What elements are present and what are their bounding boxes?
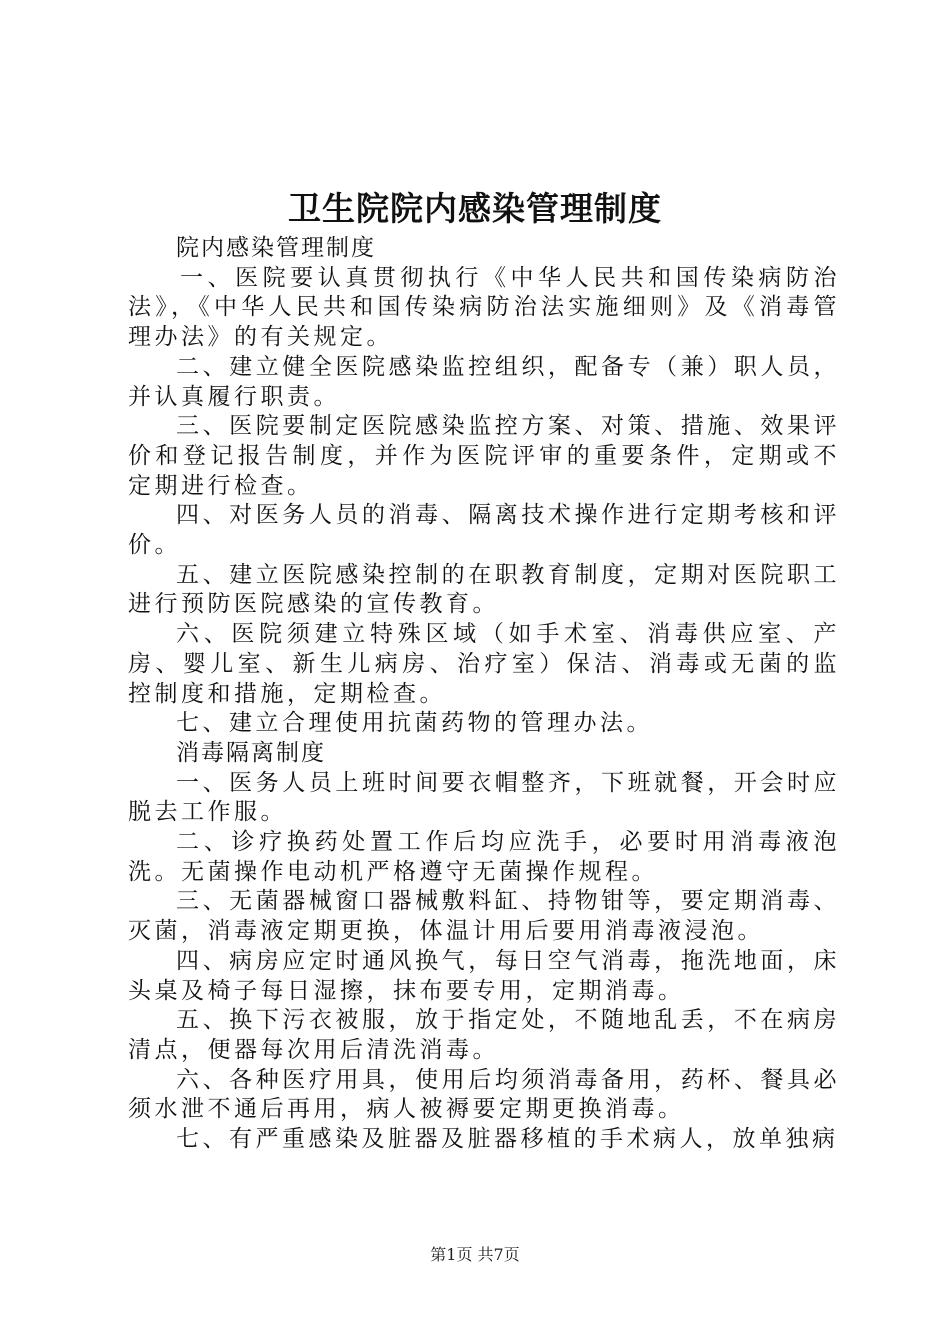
paragraph-item: 三、无菌器械窗口器械敷料缸、持物钳等，要定期消毒、灭菌，消毒液定期更换，体温计用后要用消毒液浸泡。 — [128, 888, 840, 945]
paragraph-item: 七、建立合理使用抗菌药物的管理办法。 — [176, 710, 653, 737]
paragraph-item: 一、医院要认真贯彻执行《中华人民共和国传染病防治法》，《中华人民共和国传染病防治法实施细则》及《消毒管理办法》的有关规定。 — [128, 264, 840, 351]
paragraph-item: 六、医院须建立特殊区域（如手术室、消毒供应室、产房、婴儿室、新生儿病房、治疗室）保洁、消毒或无菌的监控制度和措施，定期检查。 — [128, 621, 840, 707]
page-footer: 第1页 共7页 — [430, 1245, 520, 1264]
paragraph-item: 二、诊疗换药处置工作后均应洗手，必要时用消毒液泡洗。无菌操作电动机严格遵守无菌操作规程。 — [128, 829, 840, 885]
paragraph-item: 五、换下污衣被服，放于指定处，不随地乱丢，不在病房清点，便器每次用后清洗消毒。 — [128, 1007, 840, 1063]
document-body — [128, 234, 840, 1155]
paragraph-item: 五、建立医院感染控制的在职教育制度，定期对医院职工进行预防医院感染的宣传教育。 — [128, 561, 840, 618]
paragraph-item: 三、医院要制定医院感染监控方案、对策、措施、效果评价和登记报告制度，并作为医院评审的重要条件，定期或不定期进行检查。 — [128, 413, 840, 499]
paragraph-item: 四、对医务人员的消毒、隔离技术操作进行定期考核和评价。 — [128, 502, 840, 559]
section-heading-infection-management: 院内感染管理制度 — [176, 235, 376, 261]
paragraph-item: 二、建立健全医院感染监控组织，配备专（兼）职人员，并认真履行职责。 — [128, 353, 840, 410]
paragraph-item: 七、有严重感染及脏器及脏器移植的手术病人，放单独病 — [176, 1126, 839, 1153]
paragraph-item: 六、各种医疗用具，使用后均须消毒备用，药杯、餐具必须水泄不通后再用，病人被褥要定期更换消毒。 — [128, 1066, 840, 1123]
section-heading-disinfection-isolation: 消毒隔离制度 — [176, 739, 326, 766]
document-title: 卫生院院内感染管理制度 — [288, 189, 662, 228]
paragraph-item: 一、医务人员上班时间要衣帽整齐，下班就餐，开会时应脱去工作服。 — [128, 769, 840, 826]
paragraph-item: 四、病房应定时通风换气，每日空气消毒，拖洗地面，床头桌及椅子每日湿擦，抹布要专用，定期消毒。 — [128, 947, 840, 1004]
